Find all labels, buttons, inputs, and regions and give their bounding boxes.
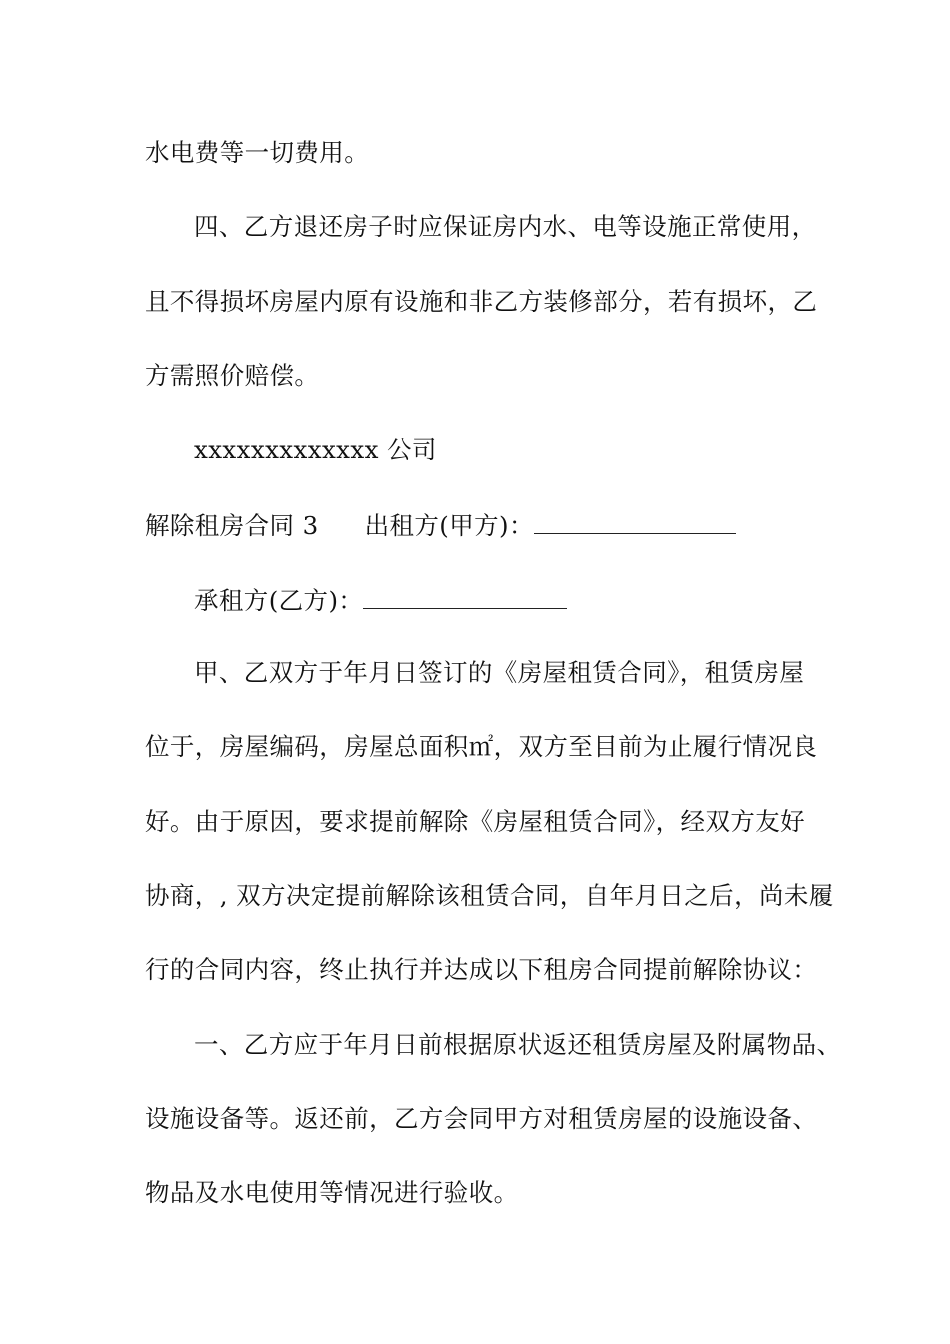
lessee-label: 承租方(乙方)：: [194, 586, 364, 615]
paragraph-line: 位于，房屋编码，房屋总面积㎡，双方至目前为止履行情况良: [145, 732, 818, 761]
paragraph-line: 行的合同内容，终止执行并达成以下租房合同提前解除协议：: [145, 955, 818, 984]
company-name: xxxxxxxxxxxxx 公司: [194, 435, 437, 464]
lessee-blank: [363, 584, 567, 609]
paragraph-line: 且不得损坏房屋内原有设施和非乙方装修部分，若有损坏，乙: [145, 287, 818, 316]
paragraph-line: 水电费等一切费用。: [145, 138, 370, 167]
lessee-line: [194, 584, 567, 616]
paragraph-line: 方需照价赔偿。: [145, 361, 320, 390]
paragraph-line: 设施设备等。返还前，乙方会同甲方对租赁房屋的设施设备、: [145, 1104, 818, 1133]
contract-title: 解除租房合同 3: [145, 511, 319, 540]
paragraph-line: 协商，, 双方决定提前解除该租赁合同，自年月日之后，尚未履: [145, 881, 834, 910]
contract-title-line: [145, 509, 736, 541]
paragraph-line: 好。由于原因，要求提前解除《房屋租赁合同》，经双方友好: [145, 807, 806, 836]
lessor-label: 出租方(甲方)：: [364, 511, 534, 540]
lessor-blank: [534, 509, 736, 534]
paragraph-line: 甲、乙双方于年月日签订的《房屋租赁合同》，租赁房屋: [194, 658, 805, 687]
paragraph-line: 物品及水电使用等情况进行验收。: [145, 1178, 519, 1207]
paragraph-line: 一、乙方应于年月日前根据原状返还租赁房屋及附属物品、: [194, 1030, 842, 1059]
paragraph-line: 四、乙方退还房子时应保证房内水、电等设施正常使用，: [194, 212, 817, 241]
